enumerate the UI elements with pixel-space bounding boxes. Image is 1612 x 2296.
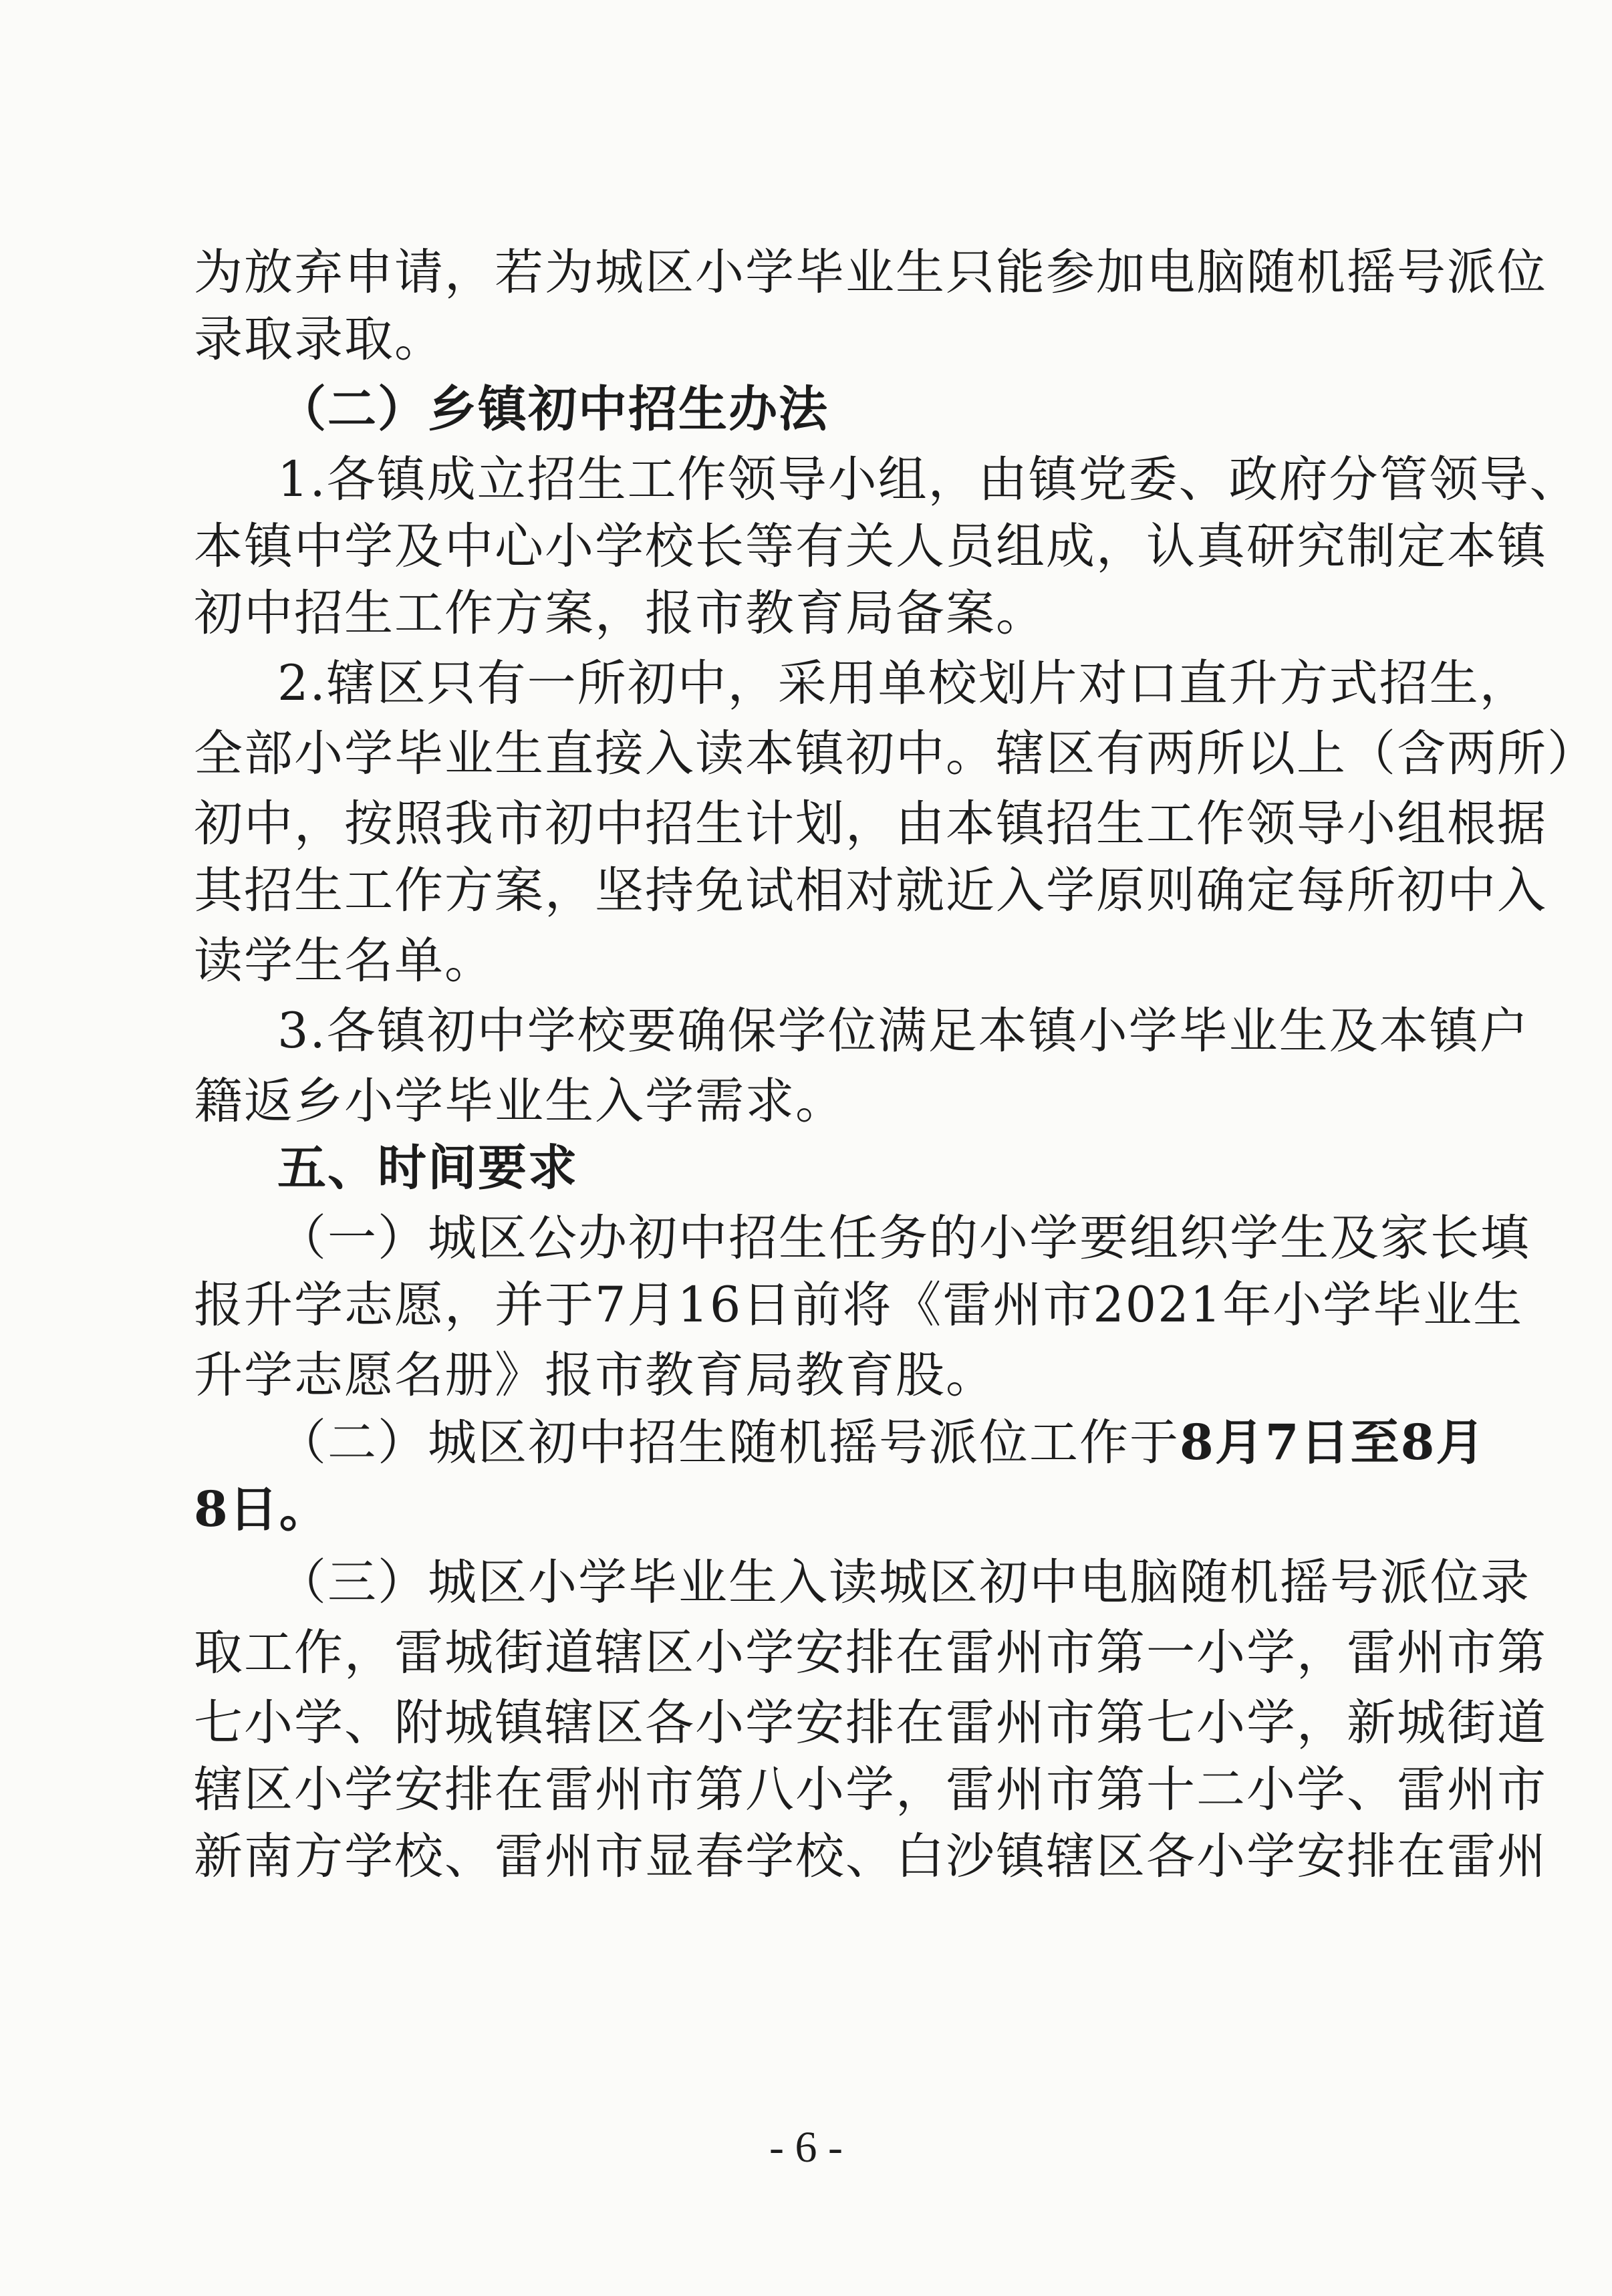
date-range-bold: 8月7日至8月 [1180,1414,1486,1471]
text-line: 取工作，雷城街道辖区小学安排在雷州市第一小学，雷州市第 [194,1624,1547,1681]
text-line: 新南方学校、雷州市显春学校、白沙镇辖区各小学安排在雷州 [194,1828,1547,1885]
text-line: 3.各镇初中学校要确保学位满足本镇小学毕业生及本镇户 [277,1003,1530,1059]
text-line: 籍返乡小学毕业生入学需求。 [194,1073,845,1130]
text-line: 初中招生工作方案，报市教育局备案。 [194,585,1046,642]
text-line: 1.各镇成立招生工作领导小组，由镇党委、政府分管领导、 [277,451,1580,508]
text-segment: （二）城区初中招生随机摇号派位工作于 [277,1414,1180,1471]
text-line: 录取录取。 [194,311,444,368]
text-line: （一）城区公办初中招生任务的小学要组织学生及家长填 [277,1210,1530,1267]
date-range-bold: 8日。 [194,1481,329,1538]
text-line: 七小学、附城镇辖区各小学安排在雷州市第七小学，新城街道 [194,1694,1547,1751]
section-heading: 五、时间要求 [277,1140,578,1196]
text-line: 全部小学毕业生直接入读本镇初中。辖区有两所以上（含两所） [194,725,1597,782]
text-line: 报升学志愿，并于7月16日前将《雷州市2021年小学毕业生 [194,1277,1524,1333]
text-line: 其招生工作方案，坚持免试相对就近入学原则确定每所初中入 [194,862,1547,919]
text-line: （三）城区小学毕业生入读城区初中电脑随机摇号派位录 [277,1554,1530,1611]
text-line: 读学生名单。 [194,932,495,989]
text-line: 本镇中学及中心小学校长等有关人员组成，认真研究制定本镇 [194,518,1547,575]
text-line: 为放弃申请，若为城区小学毕业生只能参加电脑随机摇号派位 [194,244,1547,301]
text-line: 升学志愿名册》报市教育局教育股。 [194,1347,996,1404]
text-line: 2.辖区只有一所初中，采用单校划片对口直升方式招生， [277,655,1530,712]
text-line [277,1410,1486,1475]
text-line: 辖区小学安排在雷州市第八小学，雷州市第十二小学、雷州市 [194,1761,1547,1818]
text-line: 初中，按照我市初中招生计划，由本镇招生工作领导小组根据 [194,795,1547,852]
page-number: - 6 - [769,2123,843,2172]
section-heading: （二）乡镇初中招生办法 [277,381,829,438]
